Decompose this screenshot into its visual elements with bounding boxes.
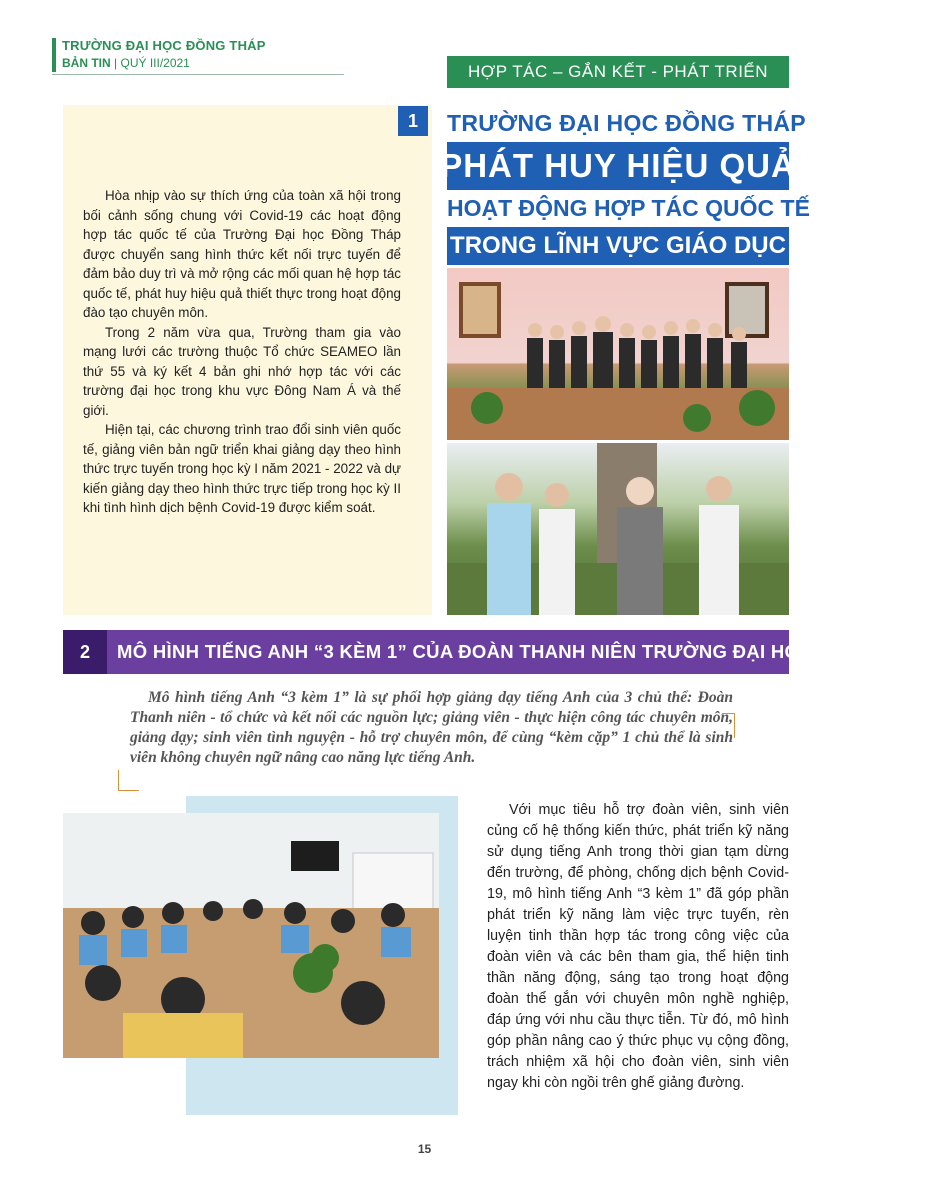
section2-number-badge: 2 bbox=[63, 630, 107, 674]
students-guest-photo bbox=[447, 443, 789, 615]
bulletin-quarter: QUÝ III/2021 bbox=[120, 56, 190, 70]
header-divider bbox=[52, 74, 344, 75]
section2-paragraph: Với mục tiêu hỗ trợ đoàn viên, sinh viên củng cố hệ thống kiến thức, phát triển kỹ năng sử dụng tiếng Anh trong thời gian tạm dừng đến trường, để phòng, chống dịch bệnh Covid-19, mô hình tiếng Anh “3 kèm 1” đã góp phần phát triển kỹ năng làm việc trực tuyến, rèn luyện tinh thần hợp tác trong công việc của đoàn viên và các bên tham gia, thể hiện tinh thần năng động, sáng tạo trong hoạt động đoàn thể gắn với chuyên môn nghề nghiệp, đáp ứng với nhu cầu thực tiễn. Từ đó, mô hình góp phần nâng cao ý thức phục vụ cộng đồng, trách nhiệm xã hội cho đoàn viên, sinh viên ngay khi còn ngồi trên ghế giảng đường. bbox=[487, 802, 789, 1091]
page-number: 15 bbox=[417, 1142, 432, 1156]
bulletin-separator: | bbox=[114, 56, 118, 70]
bulletin-issue bbox=[62, 56, 190, 70]
section1-title-line1: TRƯỜNG ĐẠI HỌC ĐỒNG THÁP bbox=[447, 110, 806, 136]
bulletin-label: BẢN TIN bbox=[62, 56, 111, 70]
section2-header bbox=[63, 630, 932, 674]
section2-lead: Mô hình tiếng Anh “3 kèm 1” là sự phối hợp giảng dạy tiếng Anh của 3 chủ thể: Đoàn Thanh niên - tổ chức và kết nối các nguồn lực; giảng viên - thực hiện công tác chuyên môn, giảng dạy; sinh viên tình nguyện - hỗ trợ chuyên môn, để cùng “kèm cặp” 1 chủ thể là sinh viên không chuyên ngữ nâng cao năng lực tiếng Anh. bbox=[130, 689, 733, 766]
classroom-photo bbox=[63, 813, 439, 1058]
section1-paragraph: Hòa nhịp vào sự thích ứng của toàn xã hội trong bối cảnh sống chung với Covid-19 các hoạt động hợp tác quốc tế của Trường Đại học Đồng Tháp được chuyển sang hình thức kết nối trực tuyến để đảm bảo duy trì và mở rộng các mối quan hệ hợp tác quốc tế, phát huy hiệu quả thiết thực trong hoạt động đào tạo chuyên môn. bbox=[83, 188, 401, 320]
section1-title-line4: TRONG LĨNH VỰC GIÁO DỤC bbox=[447, 227, 789, 265]
students-guest-photo-illustration bbox=[447, 443, 789, 615]
section1-title-line3: HOẠT ĐỘNG HỢP TÁC QUỐC TẾ bbox=[447, 195, 810, 221]
meeting-photo-illustration bbox=[447, 268, 789, 440]
section1-number-badge: 1 bbox=[398, 106, 428, 136]
school-name: TRƯỜNG ĐẠI HỌC ĐỒNG THÁP bbox=[62, 38, 266, 53]
slogan-banner: HỢP TÁC – GẮN KẾT - PHÁT TRIỂN bbox=[447, 56, 789, 88]
lead-bracket-left bbox=[118, 770, 139, 791]
section1-body bbox=[83, 186, 401, 518]
header-accent-bar bbox=[52, 38, 56, 72]
section1-paragraph: Trong 2 năm vừa qua, Trường tham gia vào mạng lưới các trường thuộc Tổ chức SEAMEO lần thứ 55 và ký kết 4 bản ghi nhớ hợp tác với các trường đại học trong khu vực Đông Nam Á và thế giới. bbox=[83, 324, 401, 418]
section2-title: MÔ HÌNH TIẾNG ANH “3 KÈM 1” CỦA ĐOÀN THANH NIÊN TRƯỜNG ĐẠI HỌC ĐỒNG THÁP bbox=[117, 641, 932, 662]
section1-title-line2: PHÁT HUY HIỆU QUẢ bbox=[447, 142, 789, 190]
section1-paragraph: Hiện tại, các chương trình trao đổi sinh viên quốc tế, giảng viên bản ngữ triển khai giảng dạy theo hình thức trực tuyến trong học kỳ I năm 2021 - 2022 và dự kiến giảng dạy theo hình thức trực tiếp trong học kỳ II khi tình hình dịch bệnh Covid-19 được kiểm soát. bbox=[83, 422, 401, 515]
meeting-photo bbox=[447, 268, 789, 440]
classroom-photo-illustration bbox=[63, 813, 439, 1058]
lead-bracket-right bbox=[722, 713, 735, 738]
section2-body bbox=[487, 800, 789, 1094]
